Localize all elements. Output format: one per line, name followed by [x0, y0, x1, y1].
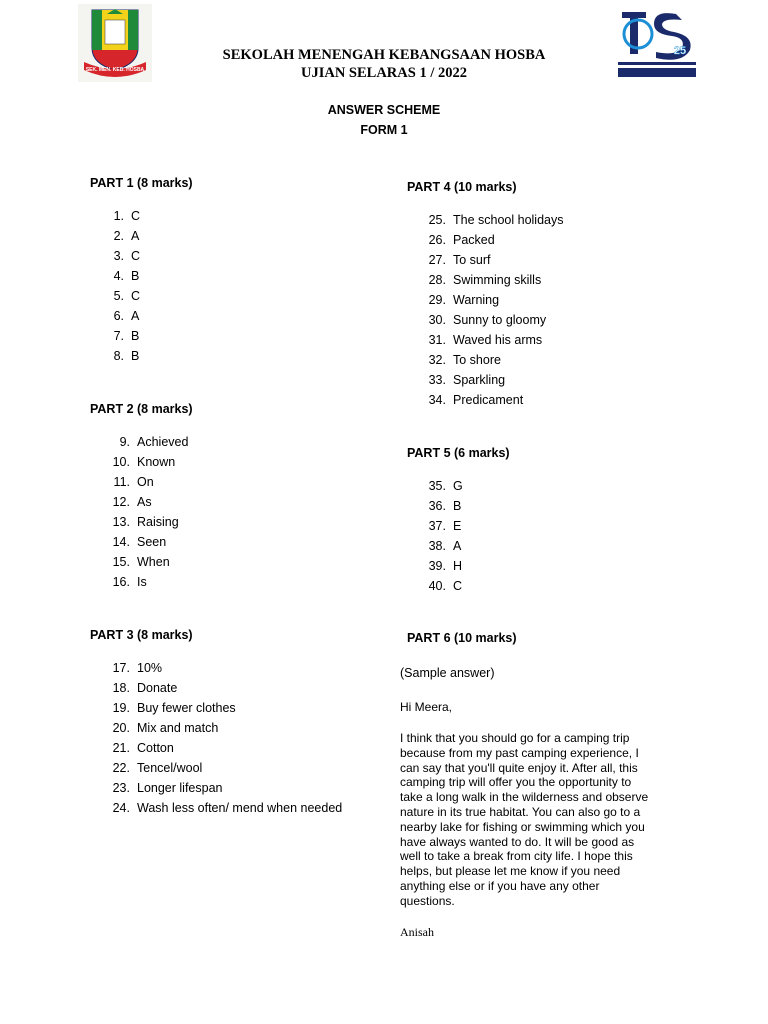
svg-text:25: 25	[673, 45, 687, 57]
school-name: SEKOLAH MENENGAH KEBANGSAAN HOSBA	[222, 47, 546, 63]
answer-number: 23.	[112, 781, 130, 795]
part1-list	[100, 206, 140, 366]
part3-heading: PART 3 (8 marks)	[90, 628, 193, 642]
answer-number: 39.	[428, 559, 446, 573]
part4-heading: PART 4 (10 marks)	[407, 180, 517, 194]
part4-list	[416, 210, 563, 410]
answer-item	[100, 246, 140, 266]
letter-body	[400, 731, 675, 909]
letter-line: well to take a break from city life. I hope this	[400, 849, 633, 864]
answer-number: 26.	[428, 233, 446, 247]
letter-line: because from my past camping experience, I	[400, 745, 639, 760]
answer-text: Tencel/wool	[137, 761, 203, 775]
answer-text: As	[137, 495, 152, 509]
answer-number: 37.	[428, 519, 446, 533]
letter-line: take a long walk in the wilderness and observe	[400, 790, 649, 805]
answer-number: 11.	[113, 475, 130, 489]
answer-number: 31.	[428, 333, 446, 347]
answer-item	[100, 346, 140, 366]
answer-item	[100, 226, 140, 246]
answer-item	[100, 432, 188, 452]
answer-text: 10%	[137, 661, 163, 675]
answer-number: 34.	[428, 393, 446, 407]
answer-number: 28.	[428, 273, 446, 287]
answer-text: Seen	[137, 535, 167, 549]
answer-item	[416, 290, 563, 310]
exam-title: UJIAN SELARAS 1 / 2022	[301, 65, 467, 81]
answer-number: 17.	[112, 661, 130, 675]
letter-line: helps, but please let me know if you need	[400, 864, 621, 879]
part2-list	[100, 432, 188, 592]
answer-text: B	[131, 269, 140, 283]
answer-number: 16.	[112, 575, 130, 589]
answer-item	[100, 286, 140, 306]
answer-number: 22.	[112, 761, 130, 775]
answer-text: Achieved	[137, 435, 189, 449]
part5-heading: PART 5 (6 marks)	[407, 446, 510, 460]
answer-text: Longer lifespan	[137, 781, 223, 795]
answer-number: 19.	[112, 701, 130, 715]
answer-item	[416, 370, 563, 390]
answer-item	[416, 350, 563, 370]
answer-number: 33.	[428, 373, 446, 387]
answer-text: Known	[137, 455, 176, 469]
answer-number: 15.	[112, 555, 130, 569]
answer-number: 10.	[112, 455, 130, 469]
answer-text: Donate	[137, 681, 178, 695]
ts25-logo	[616, 4, 698, 78]
answer-number: 8.	[113, 349, 124, 363]
answer-text: To surf	[453, 253, 491, 267]
answer-text: C	[131, 249, 141, 263]
answer-item	[100, 758, 342, 778]
sample-answer-note: (Sample answer)	[400, 666, 495, 680]
letter-line: camping trip will offer you the opportunity to	[400, 775, 632, 790]
answer-text: E	[453, 519, 462, 533]
answer-text: C	[131, 289, 141, 303]
answer-text: Predicament	[453, 393, 524, 407]
answer-text: Sparkling	[453, 373, 506, 387]
answer-item	[416, 310, 563, 330]
answer-item	[416, 250, 563, 270]
answer-item	[416, 270, 563, 290]
answer-number: 14.	[112, 535, 130, 549]
letter-line: I think that you should go for a camping trip	[400, 731, 630, 745]
answer-number: 4.	[113, 269, 124, 283]
answer-text: Mix and match	[137, 721, 219, 735]
answer-item	[100, 206, 140, 226]
answer-text: Swimming skills	[453, 273, 542, 287]
answer-number: 21.	[112, 741, 130, 755]
answer-text: Waved his arms	[453, 333, 543, 347]
answer-number: 9.	[119, 435, 130, 449]
letter-line: nature in its true habitat. You can also go to a	[400, 804, 641, 819]
answer-text: The school holidays	[453, 213, 564, 227]
answer-item	[100, 472, 188, 492]
answer-item	[416, 390, 563, 410]
answer-text: Is	[137, 575, 147, 589]
answer-number: 3.	[113, 249, 124, 263]
answer-item	[100, 512, 188, 532]
answer-text: C	[453, 579, 463, 593]
letter-line: can say that you'll quite enjoy it. After all, this	[400, 760, 638, 775]
letter-line: nearby lake for fishing or swimming which you	[400, 819, 645, 834]
answer-number: 24.	[112, 801, 130, 815]
answer-item	[416, 516, 463, 536]
answer-text: Packed	[453, 233, 495, 247]
answer-item	[100, 492, 188, 512]
answer-item	[100, 326, 140, 346]
form-title: FORM 1	[360, 123, 408, 137]
answer-number: 40.	[428, 579, 446, 593]
answer-number: 35.	[428, 479, 446, 493]
answer-item	[100, 738, 342, 758]
answer-number: 38.	[428, 539, 446, 553]
answer-text: H	[453, 559, 463, 573]
answer-item	[416, 536, 463, 556]
answer-item	[416, 210, 563, 230]
letter-greeting: Hi Meera,	[400, 700, 453, 714]
answer-item	[416, 476, 463, 496]
answer-text: Warning	[453, 293, 500, 307]
answer-number: 36.	[428, 499, 446, 513]
answer-number: 20.	[112, 721, 130, 735]
letter-line: have always wanted to do. It will be good as	[400, 834, 635, 849]
svg-text:SEK. MEN. KEB. HOSBA: SEK. MEN. KEB. HOSBA	[85, 67, 145, 73]
answer-text: A	[131, 229, 140, 243]
answer-item	[100, 306, 140, 326]
answer-item	[100, 798, 342, 818]
answer-text: To shore	[453, 353, 501, 367]
answer-item	[100, 718, 342, 738]
answer-item	[416, 230, 563, 250]
answer-item	[100, 532, 188, 552]
answer-item	[100, 266, 140, 286]
answer-number: 5.	[113, 289, 124, 303]
answer-number: 7.	[113, 329, 124, 343]
answer-item	[416, 576, 463, 596]
answer-text: B	[131, 329, 140, 343]
answer-text: Raising	[137, 515, 179, 529]
answer-text: A	[131, 309, 140, 323]
answer-text: Cotton	[137, 741, 174, 755]
answer-number: 6.	[113, 309, 124, 323]
answer-number: 13.	[112, 515, 130, 529]
answer-item	[100, 572, 188, 592]
answer-text: A	[453, 539, 462, 553]
part1-heading: PART 1 (8 marks)	[90, 176, 193, 190]
answer-text: C	[131, 209, 141, 223]
school-crest-logo	[78, 4, 152, 82]
answer-item	[100, 658, 342, 678]
answer-number: 25.	[428, 213, 446, 227]
answer-item	[416, 496, 463, 516]
part5-list	[416, 476, 463, 596]
answer-text: When	[137, 555, 170, 569]
answer-text: Sunny to gloomy	[453, 313, 547, 327]
letter-signature: Anisah	[400, 925, 434, 939]
answer-item	[100, 698, 342, 718]
part3-list	[100, 658, 342, 818]
answer-number: 2.	[113, 229, 124, 243]
answer-number: 32.	[428, 353, 446, 367]
answer-text: Buy fewer clothes	[137, 701, 236, 715]
answer-text: G	[453, 479, 463, 493]
answer-number: 27.	[428, 253, 446, 267]
answer-item	[100, 778, 342, 798]
answer-number: 18.	[112, 681, 130, 695]
answer-number: 29.	[428, 293, 446, 307]
answer-scheme-title: ANSWER SCHEME	[327, 103, 441, 117]
answer-item	[416, 330, 563, 350]
answer-number: 1.	[113, 209, 124, 223]
letter-line: questions.	[400, 893, 455, 908]
answer-number: 12.	[112, 495, 130, 509]
letter-line: anything else or if you have any other	[400, 878, 600, 893]
answer-item	[100, 678, 342, 698]
answer-text: Wash less often/ mend when needed	[137, 801, 343, 815]
part6-heading: PART 6 (10 marks)	[407, 631, 517, 645]
answer-number: 30.	[428, 313, 446, 327]
answer-item	[100, 552, 188, 572]
answer-text: B	[453, 499, 462, 513]
answer-item	[100, 452, 188, 472]
part2-heading: PART 2 (8 marks)	[90, 402, 193, 416]
answer-text: B	[131, 349, 140, 363]
answer-item	[416, 556, 463, 576]
answer-text: On	[137, 475, 154, 489]
